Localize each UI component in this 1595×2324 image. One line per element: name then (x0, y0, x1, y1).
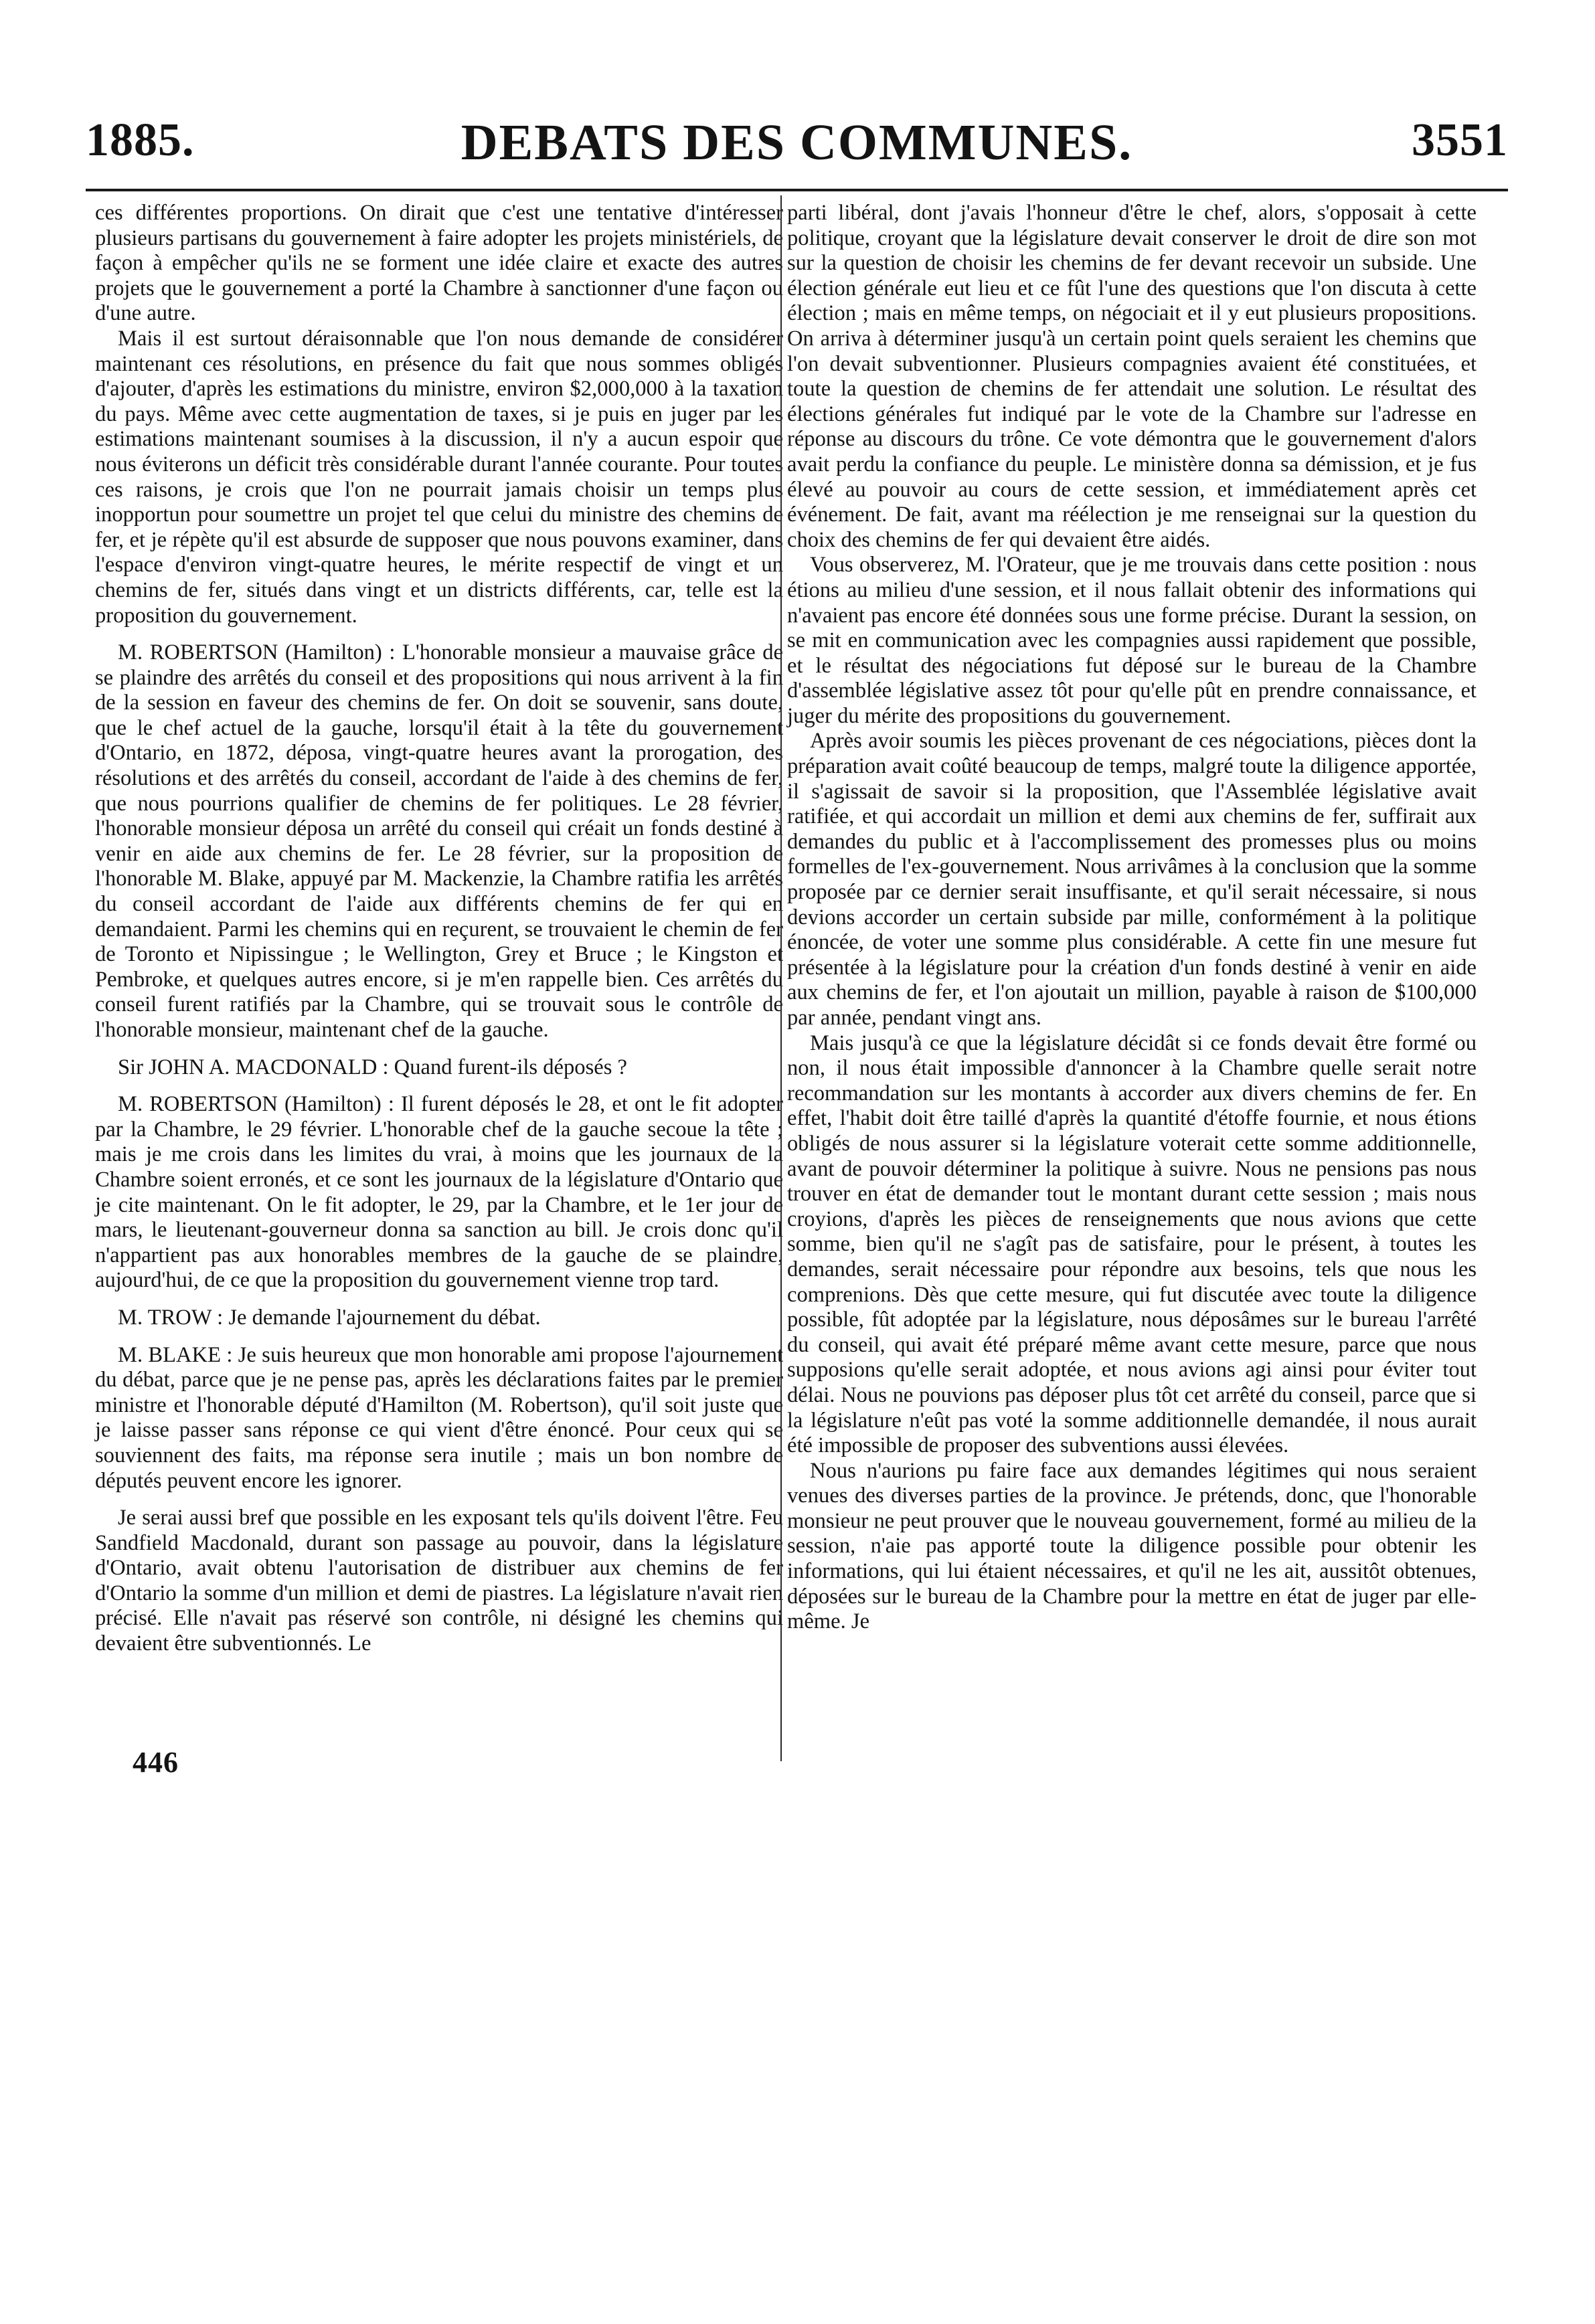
right-paragraph: Mais jusqu'à ce que la législature décidât si ce fonds devait être formé ou non, il nous était impossible d'annoncer à la Chambre quelle serait notre recommandation sur les montants à accorder aux divers chemins de fer. En effet, l'habit doit être taillé d'après la quantité d'étoffe fournie, et nous étions obligés de nous assurer si la législature voterait cette somme additionnelle, avant de pouvoir déterminer la politique à suivre. Nous ne pensions pas nous trouver en état de demander tout le montant durant cette session ; mais nous croyions, d'après les pièces de renseignements que nous avions que cette somme, bien qu'il ne s'agît pas de satisfaire, pour le présent, à toutes les demandes, serait nécessaire pour répondre aux besoins, tels que nous les comprenions. Dès que cette mesure, qui fut discutée avec toute la diligence possible, fût adoptée par la législature, nous déposâmes sur le bureau l'arrêté du conseil, qui avait été préparé même avant cette mesure, parce que nous supposions qu'elle serait adoptée, et nous avions agi ainsi pour éviter tout délai. Nous ne pouvions pas déposer plus tôt cet arrêté du conseil, parce que si la législature n'eût pas voté la somme additionnelle demandée, il nous aurait été impossible de proposer des subventions aussi élevées. (787, 1031, 1477, 1458)
left-paragraph: M. TROW : Je demande l'ajournement du débat. (118, 1305, 541, 1330)
left-paragraph: M. ROBERTSON (Hamilton) : L'honorable monsieur a mauvaise grâce de se plaindre des arrêtés du conseil et des propositions qui nous arrivent à la fin de la session en faveur des chemins de fer. On doit se souvenir, sans doute, que le chef actuel de la gauche, lorsqu'il était à la tête du gouvernement d'Ontario, en 1872, déposa, vingt-quatre heures avant la prorogation, des résolutions et des arrêtés du conseil, accordant de l'aide à des chemins de fer, que nous pourrions qualifier de chemins de fer politiques. Le 28 février, l'honorable monsieur déposa un arrêté du conseil qui créait un fonds destiné à venir en aide aux chemins de fer. Le 28 février, sur la proposition de l'honorable M. Blake, appuyé par M. Mackenzie, la Chambre ratifia les arrêtés du conseil accordant de l'aide aux différents chemins de fer qui en demandaient. Parmi les chemins qui en reçurent, se trouvaient le chemin de fer de Toronto et Nipissingue ; le Wellington, Grey et Bruce ; le Kingston et Pembroke, et quelques autres encore, si je m'en rappelle bien. Ces arrêtés du conseil furent ratifiés par la Chambre, qui se trouvait sous le contrôle de l'honorable monsieur, maintenant chef de la gauche. (95, 640, 783, 1042)
right-paragraph: Après avoir soumis les pièces provenant de ces négociations, pièces dont la préparation avait coûté beaucoup de temps, malgré toute la diligence apportée, il s'agissait de savoir si la proposition, que l'Assemblée législative avait ratifiée, et qui accordait un million et demi aux chemins de fer, suffirait aux demandes du public et à l'accomplissement des promesses plus ou moins formelles de l'ex-gouvernement. Nous arrivâmes à la conclusion que la somme proposée par ce dernier serait insuffisante, et qu'il serait nécessaire, si nous devions accorder un certain subside par mille, conformément à la politique énoncée, de voter une somme plus considérable. A cette fin une mesure fut présentée à la législature pour la création d'un fonds destiné à venir en aide aux chemins de fer, et l'on ajoutait un million, payable à raison de $100,000 par année, pendant vingt ans. (787, 729, 1477, 1030)
right-paragraph: Vous observerez, M. l'Orateur, que je me trouvais dans cette position : nous étions au milieu d'une session, et il nous fallait obtenir des informations qui n'avaient pas encore été données sous une forme précise. Durant la session, on se mit en communication avec les compagnies aussi rapidement que possible, et le résultat des négociations fut déposé sur le bureau de la Chambre d'assemblée législative assez tôt pour qu'elle pût en prendre connaissance, et juger du mérite des propositions du gouvernement. (787, 553, 1477, 728)
left-column (95, 201, 783, 1657)
page-header (86, 114, 1508, 187)
column-divider (780, 195, 782, 1761)
header-title: DEBATS DES COMMUNES. (460, 114, 1133, 171)
left-paragraph: Mais il est surtout déraisonnable que l'on nous demande de considérer maintenant ces résolutions, en présence du fait que nous sommes obligés d'ajouter, d'après les estimations du ministre, environ $2,000,000 à la taxation du pays. Même avec cette augmentation de taxes, si je puis en juger par les estimations maintenant soumises à la discussion, il n'y a aucun espoir que nous éviterons un déficit très considérable durant l'année courante. Pour toutes ces raisons, je crois que l'on ne pourrait jamais choisir un temps plus inopportun pour soumettre un projet tel que celui du ministre des chemins de fer, et je répète qu'il est absurde de supposer que nous pouvons examiner, dans l'espace d'environ vingt-quatre heures, le mérite respectif de vingt et un chemins de fer, situés dans vingt et un districts différents, car, telle est la proposition du gouvernement. (95, 326, 783, 628)
header-page-number: 3551 (1412, 114, 1508, 166)
right-paragraph: Nous n'aurions pu faire face aux demandes légitimes qui nous seraient venues des diverses parties de la province. Je prétends, donc, que l'honorable monsieur ne peut prouver que le nouveau gouvernement, formé au milieu de la session, n'aie pas apporté toute la diligence possible pour obtenir les informations, qui lui étaient nécessaires, et qu'il ne les ait, aussitôt obtenues, déposées sur le bureau de la Chambre pour la mettre en état de juger par elle-même. Je (787, 1458, 1477, 1634)
left-paragraph: M. BLAKE : Je suis heureux que mon honorable ami propose l'ajournement du débat, parce que je ne pense pas, après les déclarations faites par le premier ministre et l'honorable député d'Hamilton (M. Robertson), qu'il soit juste que je laisse passer sans réponse ce qui vient d'être énoncé. Pour ceux qui se souviennent des faits, ma réponse sera inutile ; mais un bon nombre de députés peuvent encore les ignorer. (95, 1342, 783, 1493)
header-rule (86, 189, 1508, 191)
left-paragraph: Sir JOHN A. MACDONALD : Quand furent-ils déposés ? (118, 1055, 627, 1079)
right-column (787, 201, 1477, 1635)
left-paragraph: M. ROBERTSON (Hamilton) : Il furent déposés le 28, et ont le fit adopter par la Chambre, le 29 février. L'honorable chef de la gauche secoue la tête ; mais je me crois dans les limites du vrai, à moins que les journaux de la Chambre soient erronés, et ce sont les journaux de la législature d'Ontario que je cite maintenant. On le fit adopter, le 29, par la Chambre, et le 1er jour de mars, le lieutenant-gouverneur donna sa sanction au bill. Je crois donc qu'il n'appartient pas aux honorables membres de la gauche de se plaindre, aujourd'hui, de ce que la proposition du gouvernement vienne trop tard. (95, 1092, 783, 1293)
signature-mark: 446 (133, 1746, 179, 1779)
right-paragraph: parti libéral, dont j'avais l'honneur d'être le chef, alors, s'opposait à cette politique, croyant que la législature devait conserver le droit de dire son mot sur la question de choisir les chemins de fer devant recevoir un subside. Une élection générale eut lieu et ce fût l'une des questions que l'on discuta à cette élection ; mais en même temps, on négociait et il y eut plusieurs propositions. On arriva à déterminer jusqu'à un certain point quels seraient les chemins que l'on devait subventionner. Plusieurs compagnies avaient été constituées, et toute la question de chemins de fer attendait une solution. Le résultat des élections générales fut indiqué par le vote de la Chambre sur l'adresse en réponse au discours du trône. Ce vote démontra que le gouvernement d'alors avait perdu la confiance du peuple. Le ministère donna sa démission, et je fus élevé au pouvoir au cours de cette session, et immédiatement après cet événement. De fait, avant ma réélection je me renseignai sur la question du choix des chemins de fer qui devaient être aidés. (787, 201, 1477, 552)
left-paragraph: Je serai aussi bref que possible en les exposant tels qu'ils doivent l'être. Feu Sandfield Macdonald, durant son passage au pouvoir, dans la législature d'Ontario, avait obtenu l'autorisation de distribuer aux chemins de fer d'Ontario la somme d'un million et demi de piastres. La législature n'avait rien précisé. Elle n'avait pas réservé son contrôle, ni désigné les chemins qui devaient être subventionnés. Le (95, 1506, 783, 1656)
header-year: 1885. (86, 114, 195, 166)
left-paragraph: ces différentes proportions. On dirait que c'est une tentative d'intéresser plusieurs partisans du gouvernement à faire adopter les projets ministériels, de façon à empêcher qu'ils ne se forment une idée claire et exacte des autres projets que le gouvernement a porté la Chambre à sanctionner d'une façon ou d'une autre. (95, 201, 783, 326)
